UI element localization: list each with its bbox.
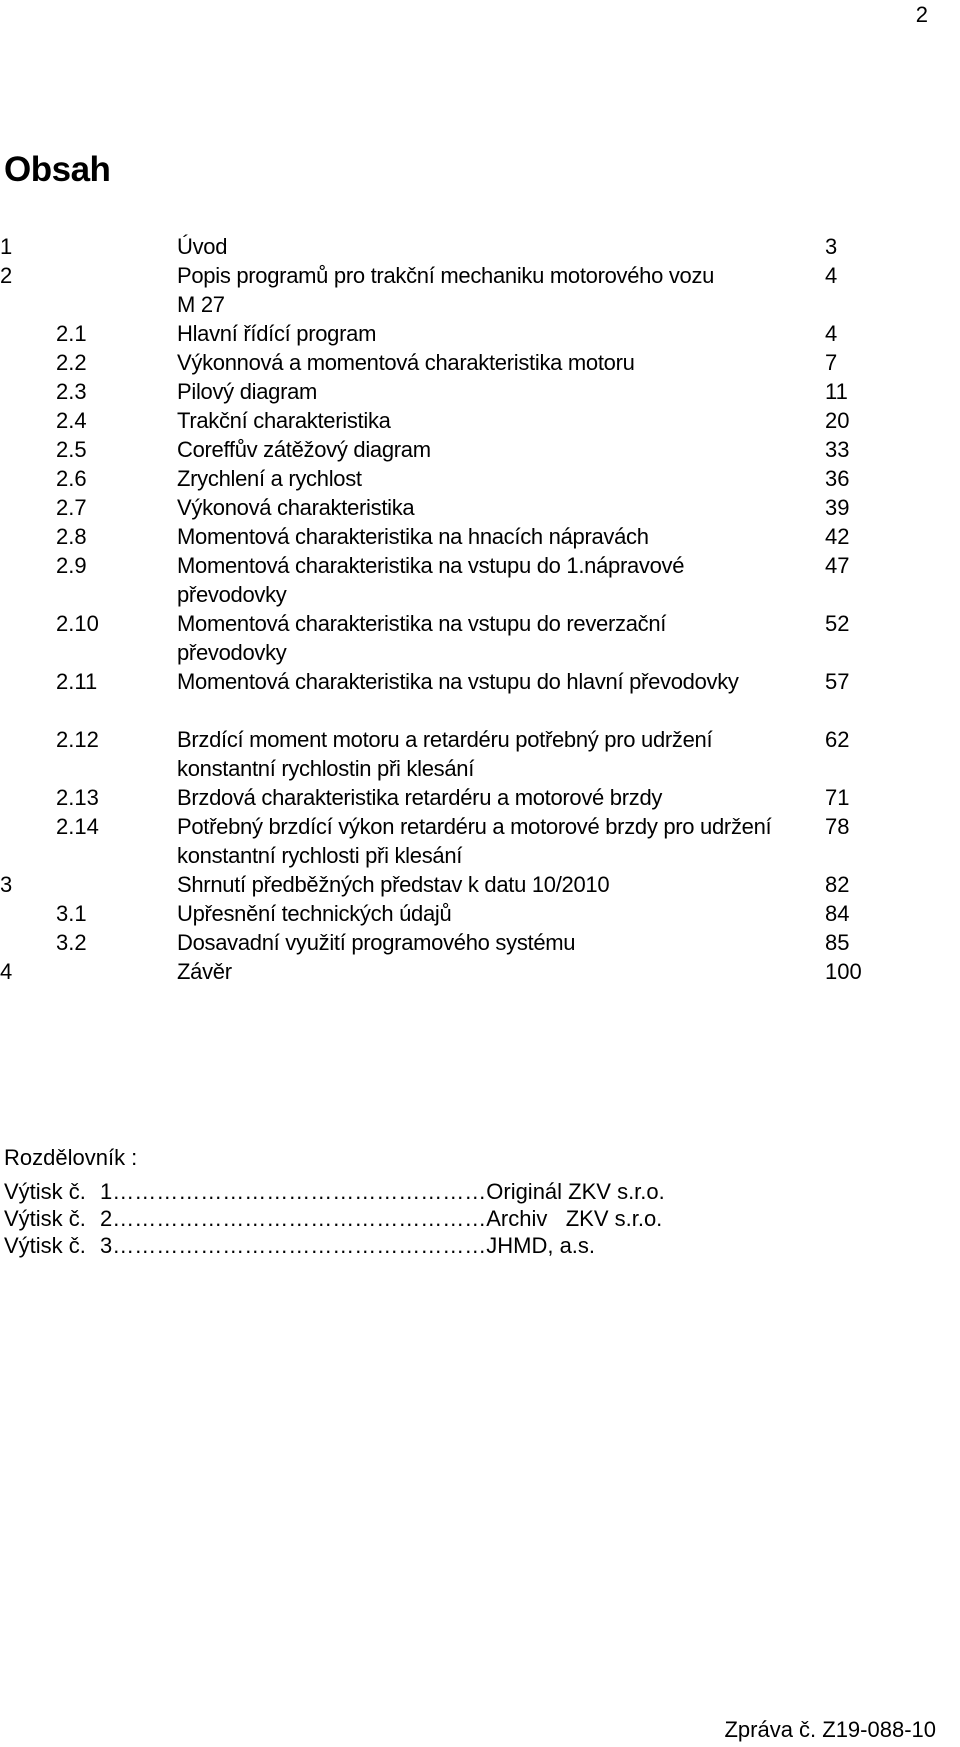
toc-page: 20	[825, 408, 850, 433]
toc-entry-2-12	[0, 725, 960, 783]
toc-entry-2	[0, 261, 960, 319]
toc-page: 85	[825, 930, 850, 955]
toc-entry-2-7	[0, 493, 960, 522]
page-number: 2	[915, 2, 928, 27]
toc-page: 52	[825, 611, 850, 636]
toc-title: Výkonnová a momentová charakteristika motoru	[177, 350, 635, 375]
toc-page: 47	[825, 553, 850, 578]
toc-title: Brzdová charakteristika retardéru a motorové brzdy	[177, 785, 663, 810]
toc-entry-2-14	[0, 812, 960, 870]
toc-number: 3	[0, 872, 13, 897]
toc-entry-2-4	[0, 406, 960, 435]
distribution-item	[4, 1178, 665, 1205]
report-number-footer: Zpráva č. Z19-088-10	[724, 1717, 936, 1742]
toc-number: 2.2	[56, 350, 87, 375]
toc-entry-1	[0, 232, 960, 261]
toc-title: Dosavadní využití programového systému	[177, 930, 576, 955]
toc-page: 82	[825, 872, 850, 897]
copy-recipient: JHMD, a.s.	[486, 1233, 596, 1258]
toc-entry-3-2	[0, 928, 960, 957]
toc-entry-4	[0, 957, 960, 986]
toc-entry-2-3	[0, 377, 960, 406]
toc-number: 2.12	[56, 727, 99, 752]
toc-number: 2.10	[56, 611, 99, 636]
toc-title: Zrychlení a rychlost	[177, 466, 362, 491]
copy-number: 3	[100, 1233, 113, 1258]
toc-entry-2-6	[0, 464, 960, 493]
toc-title: Shrnutí předběžných představ k datu 10/2010	[177, 872, 610, 897]
toc-title: Závěr	[177, 959, 232, 984]
toc-entry-3-1	[0, 899, 960, 928]
copy-recipient: Originál ZKV s.r.o.	[486, 1179, 665, 1204]
toc-number: 2.3	[56, 379, 87, 404]
toc-number: 2.11	[56, 669, 98, 694]
copy-recipient: Archiv ZKV s.r.o.	[486, 1206, 663, 1231]
toc-page: 100	[825, 959, 862, 984]
toc-number: 1	[0, 234, 13, 259]
toc-number: 2.5	[56, 437, 87, 462]
toc-title: Momentová charakteristika na vstupu do reverzační převodovky	[177, 611, 667, 665]
leader-dots: ……………………………………………	[112, 1233, 487, 1258]
toc-entry-2-1	[0, 319, 960, 348]
toc-page: 62	[825, 727, 850, 752]
leader-dots: ……………………………………………	[112, 1179, 487, 1204]
toc-number: 2.1	[56, 321, 87, 346]
toc-title: Potřebný brzdící výkon retardéru a motorové brzdy pro udržení konstantní rychlosti při klesání	[177, 814, 772, 868]
toc-page: 42	[825, 524, 850, 549]
toc-number: 2.8	[56, 524, 87, 549]
toc-number: 2.7	[56, 495, 87, 520]
toc-number: 3.2	[56, 930, 87, 955]
copy-number: 1	[100, 1179, 113, 1204]
toc-page: 33	[825, 437, 850, 462]
toc-page: 4	[825, 263, 838, 288]
distribution-title: Rozdělovník :	[4, 1145, 138, 1170]
toc-entry-2-10	[0, 609, 960, 667]
toc-title: Výkonová charakteristika	[177, 495, 415, 520]
toc-page: 39	[825, 495, 850, 520]
toc-entry-2-9	[0, 551, 960, 609]
toc-title: Úvod	[177, 234, 228, 259]
toc-title: Brzdící moment motoru a retardéru potřebný pro udržení konstantní rychlostin při klesání	[177, 727, 713, 781]
toc-number: 2.6	[56, 466, 87, 491]
toc-entry-2-13	[0, 783, 960, 812]
toc-number: 2	[0, 263, 13, 288]
toc-title: Momentová charakteristika na vstupu do hlavní převodovky	[177, 669, 739, 694]
copy-number: 2	[100, 1206, 113, 1231]
table-of-contents	[0, 232, 960, 986]
toc-entry-2-5	[0, 435, 960, 464]
copy-label: Výtisk č.	[4, 1179, 86, 1204]
copy-label: Výtisk č.	[4, 1206, 86, 1231]
toc-page: 71	[825, 785, 850, 810]
toc-page: 3	[825, 234, 838, 259]
toc-title: Trakční charakteristika	[177, 408, 391, 433]
toc-entry-2-2	[0, 348, 960, 377]
toc-number: 2.9	[56, 553, 87, 578]
distribution-item	[4, 1232, 665, 1259]
distribution-item	[4, 1205, 665, 1232]
page-title: Obsah	[4, 150, 111, 189]
toc-page: 4	[825, 321, 838, 346]
toc-page: 57	[825, 669, 850, 694]
toc-number: 4	[0, 959, 13, 984]
toc-title: Hlavní řídící program	[177, 321, 377, 346]
toc-number: 2.13	[56, 785, 99, 810]
toc-number: 3.1	[56, 901, 87, 926]
toc-page: 36	[825, 466, 850, 491]
toc-page: 84	[825, 901, 850, 926]
toc-page: 7	[825, 350, 838, 375]
toc-entry-2-8	[0, 522, 960, 551]
toc-entry-2-11	[0, 667, 960, 725]
toc-title: Popis programů pro trakční mechaniku motorového vozu M 27	[177, 263, 715, 317]
distribution-list	[4, 1144, 665, 1259]
toc-title: Momentová charakteristika na hnacích nápravách	[177, 524, 649, 549]
toc-page: 78	[825, 814, 850, 839]
toc-title: Pilový diagram	[177, 379, 318, 404]
toc-number: 2.4	[56, 408, 87, 433]
leader-dots: ……………………………………………	[112, 1206, 487, 1231]
toc-number: 2.14	[56, 814, 99, 839]
copy-label: Výtisk č.	[4, 1233, 86, 1258]
toc-entry-3	[0, 870, 960, 899]
toc-title: Momentová charakteristika na vstupu do 1.nápravové převodovky	[177, 553, 685, 607]
toc-title: Coreffův zátěžový diagram	[177, 437, 431, 462]
toc-page: 11	[825, 379, 848, 404]
toc-title: Upřesnění technických údajů	[177, 901, 452, 926]
